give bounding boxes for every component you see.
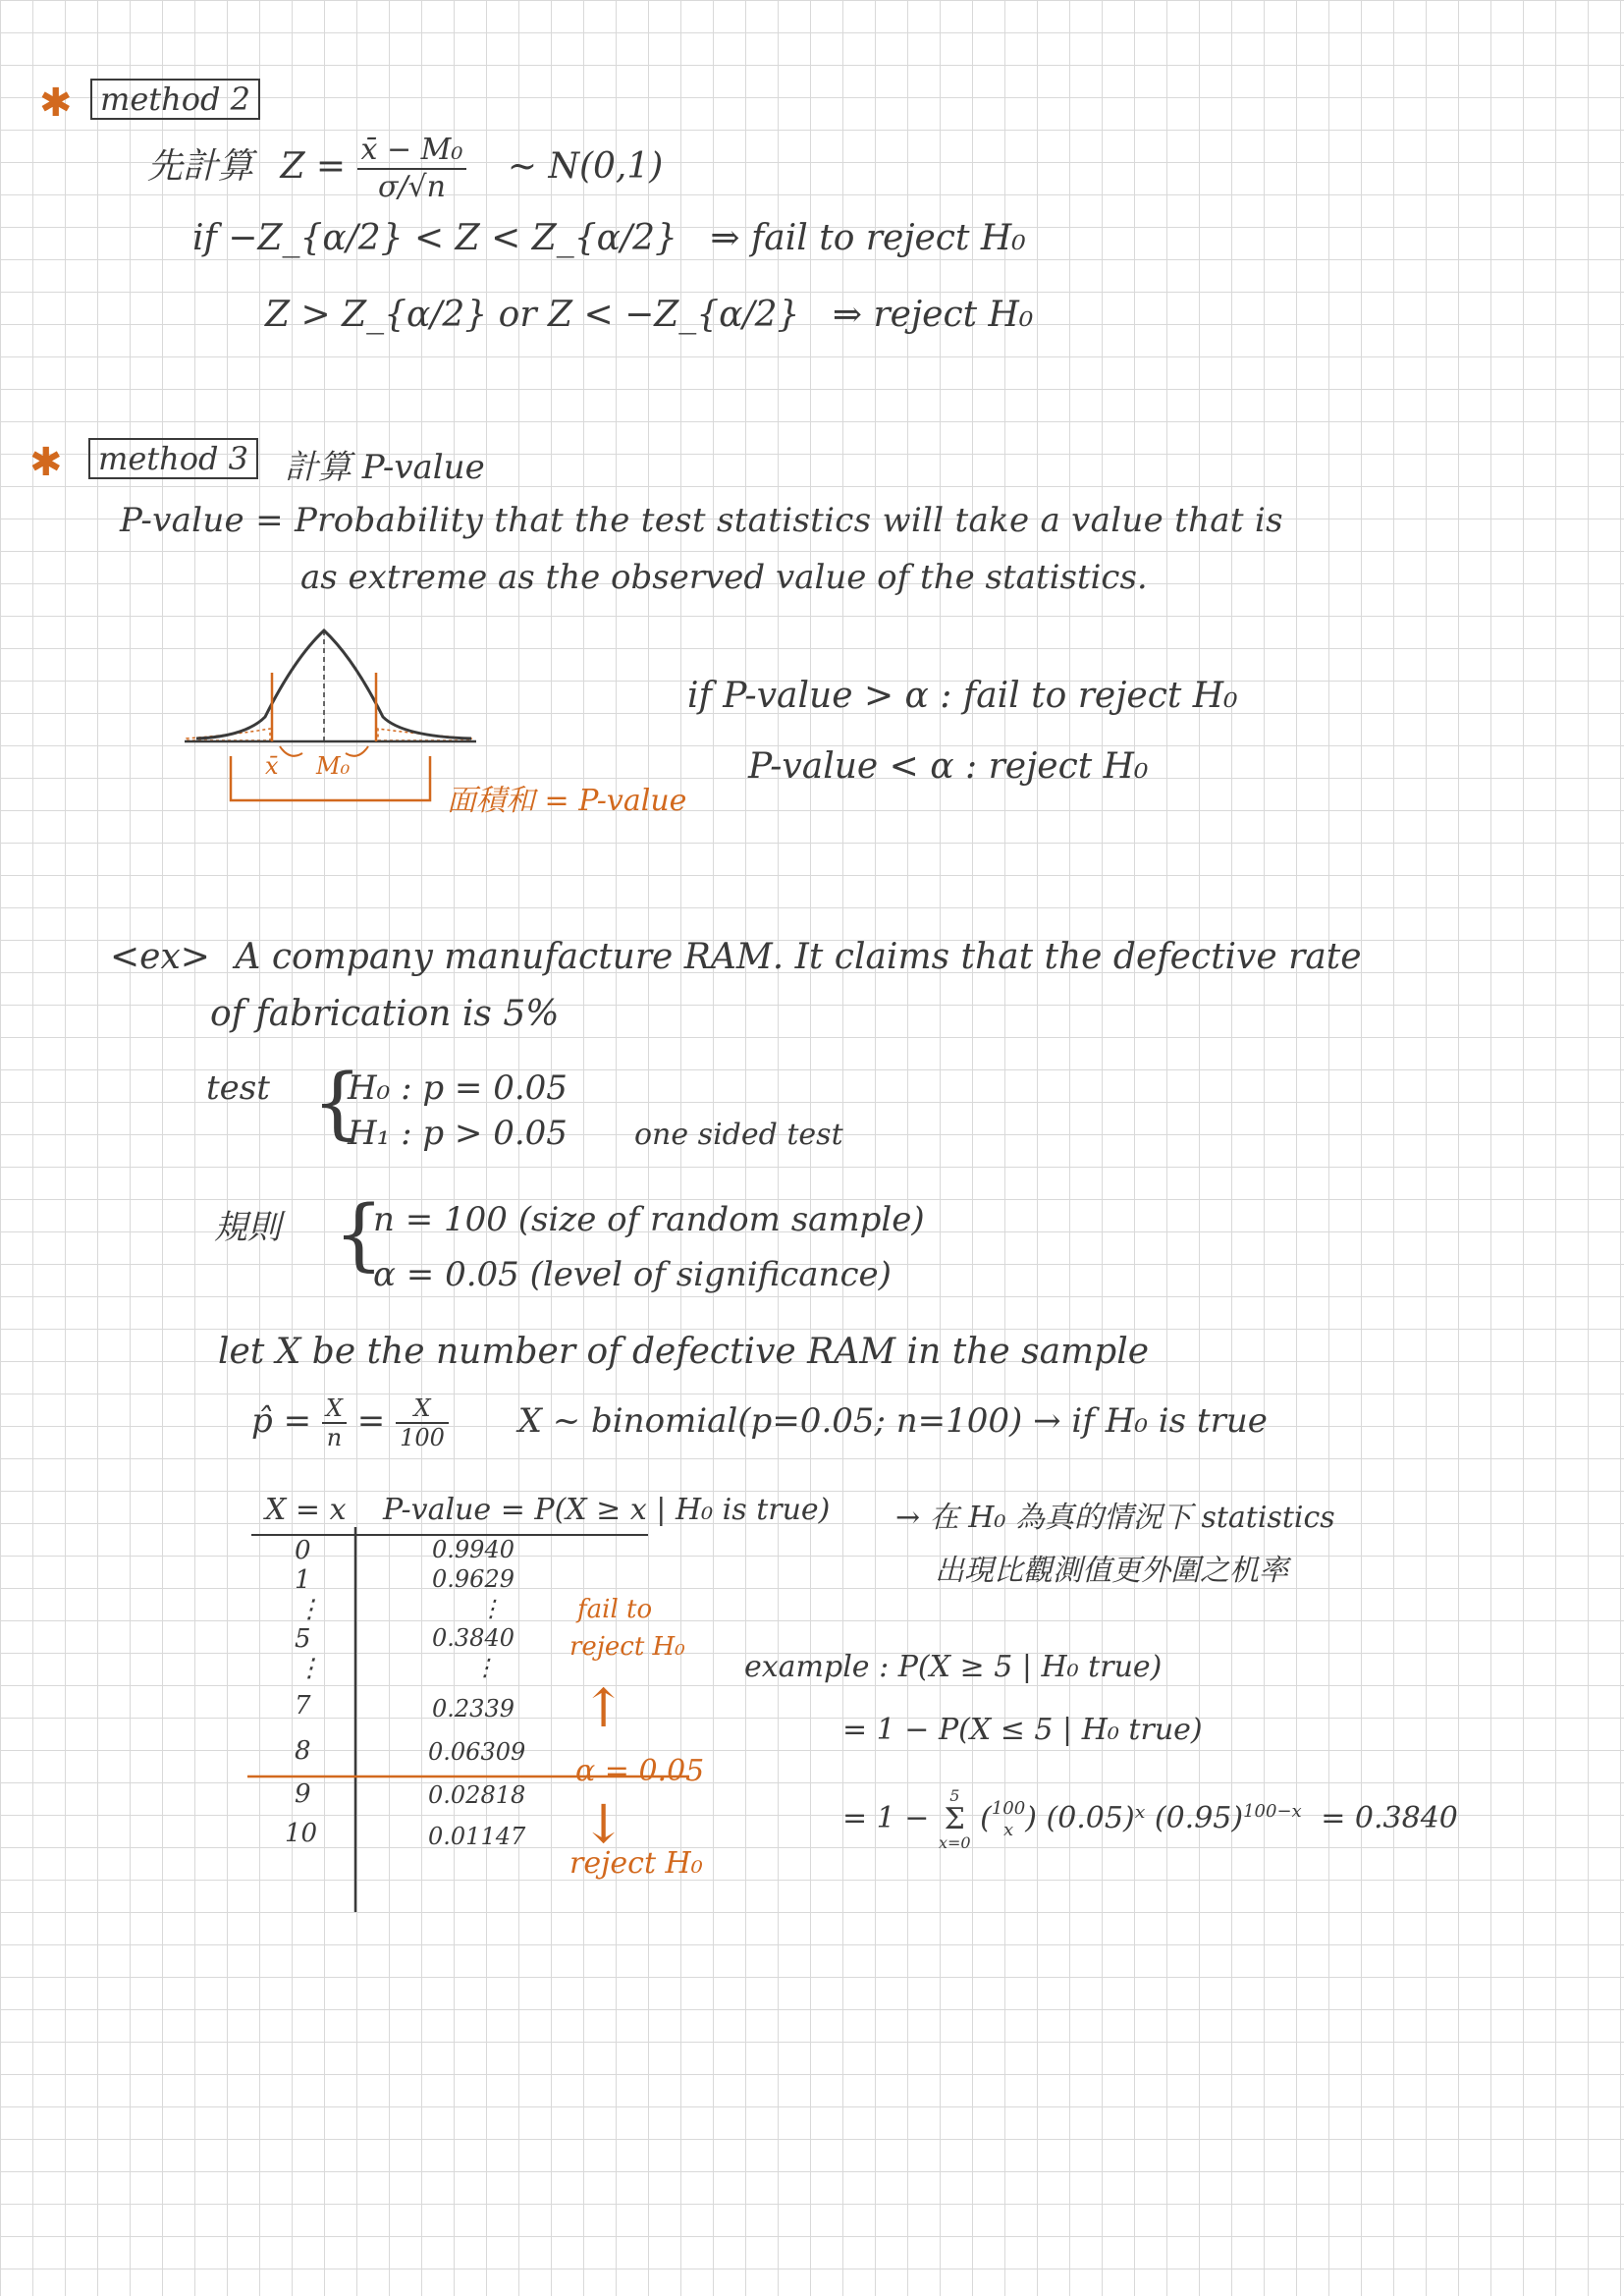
table-row-x: 5 bbox=[295, 1624, 311, 1654]
table-row-x: ⋮ bbox=[297, 1595, 322, 1624]
table-row-x: ⋮ bbox=[297, 1654, 322, 1683]
alpha-threshold-label: α = 0.05 bbox=[575, 1754, 705, 1788]
phat-lhs: p̂ = bbox=[251, 1401, 312, 1441]
phat-fraction-2 bbox=[396, 1394, 449, 1451]
table-row-p: 0.06309 bbox=[428, 1738, 526, 1766]
table-row-p: 0.02818 bbox=[428, 1781, 526, 1809]
table-row-p: 0.9940 bbox=[432, 1536, 514, 1563]
sum-bottom: x=0 bbox=[938, 1832, 971, 1852]
example-line-2: of fabrication is 5% bbox=[210, 994, 560, 1034]
star-icon: ✱ bbox=[29, 440, 63, 485]
example-line-1 bbox=[110, 937, 1362, 977]
pvalue-rule-1: if P-value > α : fail to reject H₀ bbox=[687, 676, 1238, 716]
pvalue-definition-2: as extreme as the observed value of the statistics. bbox=[300, 558, 1148, 597]
reject-label: reject H₀ bbox=[569, 1846, 703, 1881]
calc-line-3-body: (0.05)ˣ (0.95) bbox=[1046, 1800, 1244, 1835]
z-numerator: x̄ − M₀ bbox=[357, 133, 467, 170]
method2-condition-1 bbox=[192, 218, 1026, 258]
table-row-p: 0.01147 bbox=[428, 1823, 526, 1850]
binomial-distribution: X ~ binomial(p=0.05; n=100) → if H₀ is true bbox=[517, 1401, 1268, 1441]
table-row-x: 10 bbox=[285, 1819, 318, 1848]
table-header-x: X = x bbox=[265, 1493, 347, 1527]
test-label: test bbox=[206, 1068, 270, 1108]
table-header-pvalue: P-value = P(X ≥ x | H₀ is true) bbox=[383, 1493, 831, 1527]
phat-f2-numerator: X bbox=[396, 1394, 449, 1424]
star-icon: ✱ bbox=[39, 81, 73, 126]
example-tag: <ex> bbox=[110, 937, 210, 977]
rules-label: 規則 bbox=[214, 1208, 281, 1247]
pvalue-rule-2: P-value < α : reject H₀ bbox=[748, 746, 1149, 787]
summation bbox=[939, 1787, 971, 1852]
table-row-p: 0.2339 bbox=[432, 1695, 514, 1722]
calc-line-3-prefix: = 1 − bbox=[842, 1800, 930, 1835]
fail-to-reject-label-1: fail to bbox=[577, 1595, 653, 1624]
let-x-definition: let X be the number of defective RAM in the sample bbox=[218, 1332, 1150, 1372]
normal-curve bbox=[196, 630, 471, 738]
z-denominator: σ/√n bbox=[377, 170, 446, 204]
example-text-1: A company manufacture RAM. It claims that the defective rate bbox=[235, 937, 1362, 977]
phat-f1-numerator: X bbox=[322, 1394, 347, 1424]
binom-bottom: x bbox=[1002, 1819, 1014, 1840]
sum-top: 5 bbox=[949, 1785, 960, 1805]
method3-label: method 3 bbox=[88, 438, 258, 479]
table-header-note-2: 出現比觀測值更外圍之机率 bbox=[935, 1554, 1288, 1588]
z-lhs: Z = bbox=[280, 146, 347, 187]
binom-open: ( bbox=[980, 1800, 992, 1835]
table-row-p: 0.9629 bbox=[432, 1565, 514, 1593]
binom-close: ) bbox=[1025, 1800, 1037, 1835]
calc-result: = 0.3840 bbox=[1321, 1800, 1458, 1835]
phat-equals: = bbox=[356, 1401, 386, 1441]
calc-line-2: = 1 − P(X ≤ 5 | H₀ true) bbox=[842, 1713, 1203, 1747]
method2-condition-2 bbox=[265, 295, 1033, 335]
up-arrow-icon: ↑ bbox=[581, 1677, 626, 1739]
method2-label: method 2 bbox=[90, 79, 260, 120]
table-row-p: 0.3840 bbox=[432, 1624, 514, 1652]
z-formula bbox=[147, 128, 663, 206]
phat-f2-denominator: 100 bbox=[400, 1424, 445, 1451]
rules-brace: { bbox=[334, 1188, 384, 1280]
down-arrow-icon: ↓ bbox=[581, 1793, 626, 1855]
table-header-note-1: → 在 H₀ 為真的情況下 statistics bbox=[895, 1501, 1335, 1535]
phat-fraction-1 bbox=[322, 1394, 347, 1451]
table-row-p: ⋮ bbox=[479, 1595, 503, 1622]
calc-line-1: example : P(X ≥ 5 | H₀ true) bbox=[744, 1650, 1163, 1684]
calc-exponent: 100−x bbox=[1243, 1801, 1302, 1822]
sample-size-rule: n = 100 (size of random sample) bbox=[373, 1200, 925, 1239]
table-row-x: 7 bbox=[295, 1691, 311, 1721]
area-sum-label: 面積和 = P-value bbox=[447, 784, 687, 818]
compute-prefix: 先計算 bbox=[147, 146, 254, 187]
sum-sign: Σ bbox=[944, 1801, 965, 1836]
table-row-x: 0 bbox=[295, 1536, 311, 1565]
fail-to-reject-label-2: reject H₀ bbox=[569, 1632, 685, 1662]
calc-line-3 bbox=[842, 1777, 1458, 1852]
table-row-x: 8 bbox=[295, 1736, 311, 1766]
hypothesis-h1: H₁ : p > 0.05 bbox=[348, 1114, 568, 1153]
table-row-x: 1 bbox=[295, 1565, 311, 1595]
z-distribution: ~ N(0,1) bbox=[507, 146, 664, 187]
test-brace: { bbox=[312, 1057, 362, 1148]
phat-f1-denominator: n bbox=[326, 1424, 343, 1451]
binomial-coefficient bbox=[992, 1798, 1025, 1841]
cond2-result: ⇒ reject H₀ bbox=[832, 295, 1034, 335]
graph-xbar-label: x̄ bbox=[265, 752, 279, 780]
hypothesis-h0: H₀ : p = 0.05 bbox=[348, 1068, 568, 1108]
one-sided-test-note: one sided test bbox=[634, 1118, 843, 1152]
phat-formula bbox=[251, 1387, 1268, 1455]
method3-title: 計算 P-value bbox=[285, 448, 485, 487]
graph-mu-label: M₀ bbox=[316, 752, 351, 780]
cond1-text: if −Z_{α/2} < Z < Z_{α/2} bbox=[192, 218, 677, 258]
significance-rule: α = 0.05 (level of significance) bbox=[373, 1255, 892, 1294]
cond2-text: Z > Z_{α/2} or Z < −Z_{α/2} bbox=[265, 295, 800, 335]
z-fraction bbox=[357, 133, 467, 205]
table-row-x: 9 bbox=[295, 1779, 311, 1809]
pvalue-definition-1: P-value = Probability that the test statistics will take a value that is bbox=[120, 501, 1283, 540]
table-row-p: ⋮ bbox=[473, 1654, 497, 1681]
cond1-result: ⇒ fail to reject H₀ bbox=[710, 218, 1026, 258]
binom-top: 100 bbox=[991, 1797, 1026, 1819]
